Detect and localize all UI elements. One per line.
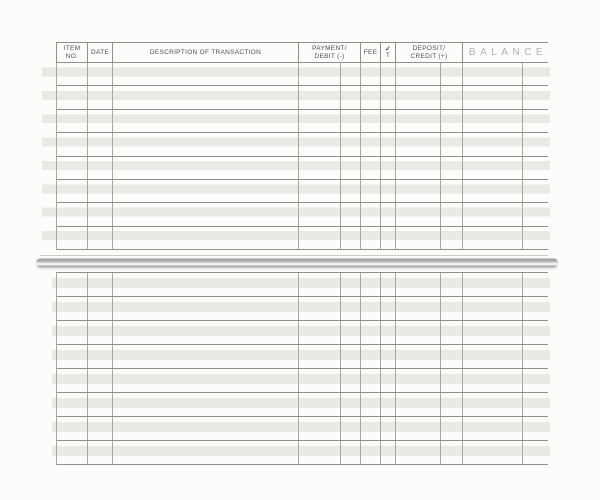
register-row: [57, 297, 548, 321]
cell-payment-dollars: [299, 345, 341, 368]
cell-deposit-cents: [441, 345, 463, 368]
cell-payment-cents: [341, 86, 361, 108]
cell-balance-cents: [523, 393, 549, 416]
register-row: [57, 369, 548, 393]
cell-item-no: [57, 369, 88, 392]
cell-tally: [381, 369, 396, 392]
register-row: [57, 393, 548, 417]
cell-deposit-dollars: [396, 417, 441, 440]
cell-description: [113, 63, 299, 85]
cell-tally: [381, 133, 396, 155]
cell-description: [113, 203, 299, 225]
cell-description: [113, 133, 299, 155]
cell-tally: [381, 110, 396, 132]
cell-date: [88, 393, 113, 416]
cell-item-no: [57, 441, 88, 464]
cell-item-no: [57, 203, 88, 225]
cell-payment-cents: [341, 227, 361, 249]
header-deposit-label-1: DEPOSIT/: [412, 44, 446, 52]
register-row: [57, 203, 548, 226]
cell-deposit-dollars: [396, 63, 441, 85]
cell-balance-dollars: [463, 417, 523, 440]
cell-item-no: [57, 86, 88, 108]
cell-balance-cents: [523, 203, 549, 225]
cell-item-no: [57, 273, 88, 296]
header-tally: [381, 43, 396, 62]
cell-description: [113, 273, 299, 296]
cell-fee: [361, 273, 381, 296]
cell-payment-cents: [341, 273, 361, 296]
page-edge-line: [40, 255, 548, 256]
cell-payment-dollars: [299, 273, 341, 296]
cell-balance-cents: [523, 321, 549, 344]
cell-deposit-cents: [441, 86, 463, 108]
cell-balance-cents: [523, 417, 549, 440]
cell-fee: [361, 133, 381, 155]
cell-balance-dollars: [463, 441, 523, 464]
cell-date: [88, 273, 113, 296]
cell-deposit-dollars: [396, 345, 441, 368]
cell-deposit-dollars: [396, 227, 441, 249]
cell-fee: [361, 345, 381, 368]
cell-fee: [361, 417, 381, 440]
cell-balance-dollars: [463, 369, 523, 392]
cell-tally: [381, 297, 396, 320]
cell-balance-cents: [523, 345, 549, 368]
cell-tally: [381, 180, 396, 202]
cell-tally: [381, 63, 396, 85]
cell-description: [113, 180, 299, 202]
cell-balance-dollars: [463, 133, 523, 155]
cell-description: [113, 157, 299, 179]
cell-balance-dollars: [463, 345, 523, 368]
cell-payment-dollars: [299, 417, 341, 440]
register-row: [57, 417, 548, 441]
cell-tally: [381, 345, 396, 368]
cell-tally: [381, 203, 396, 225]
cell-description: [113, 345, 299, 368]
cell-item-no: [57, 157, 88, 179]
header-deposit: [396, 43, 463, 62]
cell-balance-cents: [523, 369, 549, 392]
cell-payment-dollars: [299, 227, 341, 249]
cell-deposit-cents: [441, 227, 463, 249]
header-date-label: DATE: [90, 48, 110, 56]
cell-deposit-dollars: [396, 180, 441, 202]
register-row: [57, 86, 548, 109]
cell-balance-dollars: [463, 110, 523, 132]
cell-payment-dollars: [299, 369, 341, 392]
cell-item-no: [57, 63, 88, 85]
cell-payment-cents: [341, 203, 361, 225]
cell-date: [88, 86, 113, 108]
cell-payment-dollars: [299, 441, 341, 464]
cell-date: [88, 63, 113, 85]
cell-payment-dollars: [299, 110, 341, 132]
cell-fee: [361, 393, 381, 416]
cell-payment-cents: [341, 441, 361, 464]
cell-deposit-cents: [441, 110, 463, 132]
cell-payment-dollars: [299, 86, 341, 108]
cell-payment-cents: [341, 393, 361, 416]
header-tally-label: T: [386, 53, 390, 59]
cell-balance-cents: [523, 273, 549, 296]
cell-balance-cents: [523, 63, 549, 85]
cell-deposit-dollars: [396, 110, 441, 132]
cell-item-no: [57, 297, 88, 320]
cell-balance-dollars: [463, 203, 523, 225]
cell-balance-dollars: [463, 157, 523, 179]
cell-deposit-cents: [441, 203, 463, 225]
cell-balance-dollars: [463, 393, 523, 416]
register-header-row: [56, 42, 548, 63]
cell-deposit-dollars: [396, 393, 441, 416]
cell-deposit-cents: [441, 297, 463, 320]
cell-item-no: [57, 133, 88, 155]
cell-description: [113, 86, 299, 108]
cell-date: [88, 203, 113, 225]
cell-payment-dollars: [299, 297, 341, 320]
cell-payment-dollars: [299, 157, 341, 179]
cell-deposit-dollars: [396, 133, 441, 155]
register-row: [57, 227, 548, 250]
cell-balance-dollars: [463, 273, 523, 296]
cell-date: [88, 369, 113, 392]
cell-description: [113, 393, 299, 416]
cell-tally: [381, 227, 396, 249]
cell-deposit-dollars: [396, 369, 441, 392]
header-payment-label-1: PAYMENT/: [312, 44, 347, 52]
cell-fee: [361, 321, 381, 344]
register-row: [57, 133, 548, 156]
cell-deposit-cents: [441, 157, 463, 179]
cell-fee: [361, 157, 381, 179]
cell-deposit-dollars: [396, 321, 441, 344]
cell-item-no: [57, 393, 88, 416]
cell-deposit-dollars: [396, 203, 441, 225]
cell-date: [88, 345, 113, 368]
cell-tally: [381, 86, 396, 108]
cell-fee: [361, 227, 381, 249]
cell-deposit-cents: [441, 63, 463, 85]
cell-date: [88, 321, 113, 344]
cell-payment-cents: [341, 133, 361, 155]
cell-fee: [361, 63, 381, 85]
header-item-no-label-1: ITEM: [63, 44, 81, 52]
cell-balance-dollars: [463, 321, 523, 344]
cell-fee: [361, 86, 381, 108]
header-balance: [463, 43, 549, 62]
cell-item-no: [57, 227, 88, 249]
cell-item-no: [57, 110, 88, 132]
cell-deposit-cents: [441, 417, 463, 440]
cell-tally: [381, 393, 396, 416]
cell-deposit-dollars: [396, 273, 441, 296]
cell-deposit-cents: [441, 369, 463, 392]
cell-deposit-cents: [441, 393, 463, 416]
cell-item-no: [57, 180, 88, 202]
cell-deposit-cents: [441, 133, 463, 155]
cell-description: [113, 227, 299, 249]
register-row: [57, 273, 548, 297]
cell-item-no: [57, 321, 88, 344]
header-item-no: [57, 43, 88, 62]
cell-payment-cents: [341, 417, 361, 440]
cell-date: [88, 157, 113, 179]
cell-payment-cents: [341, 63, 361, 85]
cell-description: [113, 110, 299, 132]
cell-balance-cents: [523, 227, 549, 249]
cell-payment-cents: [341, 180, 361, 202]
cell-balance-cents: [523, 86, 549, 108]
cell-payment-cents: [341, 157, 361, 179]
cell-date: [88, 133, 113, 155]
cell-tally: [381, 417, 396, 440]
cell-date: [88, 297, 113, 320]
header-balance-label: BALANCE: [468, 47, 548, 58]
cell-payment-dollars: [299, 321, 341, 344]
header-item-no-label-2: NO.: [65, 52, 79, 60]
header-deposit-label-2: CREDIT (+): [410, 52, 448, 60]
cell-date: [88, 180, 113, 202]
register-row: [57, 110, 548, 133]
header-payment-label-2: DEBIT (-): [314, 52, 345, 60]
cell-deposit-dollars: [396, 86, 441, 108]
header-payment: [299, 43, 361, 62]
cell-balance-cents: [523, 441, 549, 464]
cell-tally: [381, 321, 396, 344]
header-fee-label: FEE: [363, 48, 378, 56]
cell-date: [88, 110, 113, 132]
header-description: [113, 43, 299, 62]
cell-payment-cents: [341, 369, 361, 392]
cell-tally: [381, 157, 396, 179]
cell-payment-dollars: [299, 63, 341, 85]
cell-fee: [361, 297, 381, 320]
cell-deposit-dollars: [396, 157, 441, 179]
cell-fee: [361, 203, 381, 225]
cell-tally: [381, 273, 396, 296]
cell-payment-cents: [341, 345, 361, 368]
register-row: [57, 157, 548, 180]
cell-date: [88, 417, 113, 440]
register-row: [57, 321, 548, 345]
cell-balance-dollars: [463, 86, 523, 108]
cell-description: [113, 369, 299, 392]
cell-deposit-cents: [441, 441, 463, 464]
cell-deposit-dollars: [396, 297, 441, 320]
checkmark-icon: ✓: [384, 46, 392, 53]
header-fee: [361, 43, 381, 62]
cell-item-no: [57, 345, 88, 368]
cell-fee: [361, 110, 381, 132]
cell-deposit-cents: [441, 321, 463, 344]
register-row: [57, 441, 548, 465]
register-row: [57, 180, 548, 203]
cell-balance-cents: [523, 297, 549, 320]
cell-payment-dollars: [299, 180, 341, 202]
header-description-label: DESCRIPTION OF TRANSACTION: [149, 48, 262, 56]
cell-payment-dollars: [299, 203, 341, 225]
cell-deposit-dollars: [396, 441, 441, 464]
register-row: [57, 63, 548, 86]
cell-balance-dollars: [463, 63, 523, 85]
cell-fee: [361, 441, 381, 464]
cell-description: [113, 441, 299, 464]
cell-payment-dollars: [299, 133, 341, 155]
cell-payment-dollars: [299, 393, 341, 416]
register-row: [57, 345, 548, 369]
cell-balance-cents: [523, 110, 549, 132]
cell-date: [88, 441, 113, 464]
cell-fee: [361, 369, 381, 392]
cell-payment-cents: [341, 321, 361, 344]
cell-fee: [361, 180, 381, 202]
cell-balance-dollars: [463, 227, 523, 249]
cell-date: [88, 227, 113, 249]
cell-balance-dollars: [463, 180, 523, 202]
cell-balance-cents: [523, 157, 549, 179]
cell-balance-cents: [523, 180, 549, 202]
cell-item-no: [57, 417, 88, 440]
cell-payment-cents: [341, 297, 361, 320]
binding-divider: [36, 258, 558, 268]
header-date: [88, 43, 113, 62]
register-body-bottom: [56, 272, 548, 465]
cell-deposit-cents: [441, 180, 463, 202]
cell-description: [113, 297, 299, 320]
cell-description: [113, 417, 299, 440]
cell-balance-cents: [523, 133, 549, 155]
cell-balance-dollars: [463, 297, 523, 320]
cell-deposit-cents: [441, 273, 463, 296]
cell-payment-cents: [341, 110, 361, 132]
cell-tally: [381, 441, 396, 464]
register-body-top: [56, 63, 548, 250]
cell-description: [113, 321, 299, 344]
